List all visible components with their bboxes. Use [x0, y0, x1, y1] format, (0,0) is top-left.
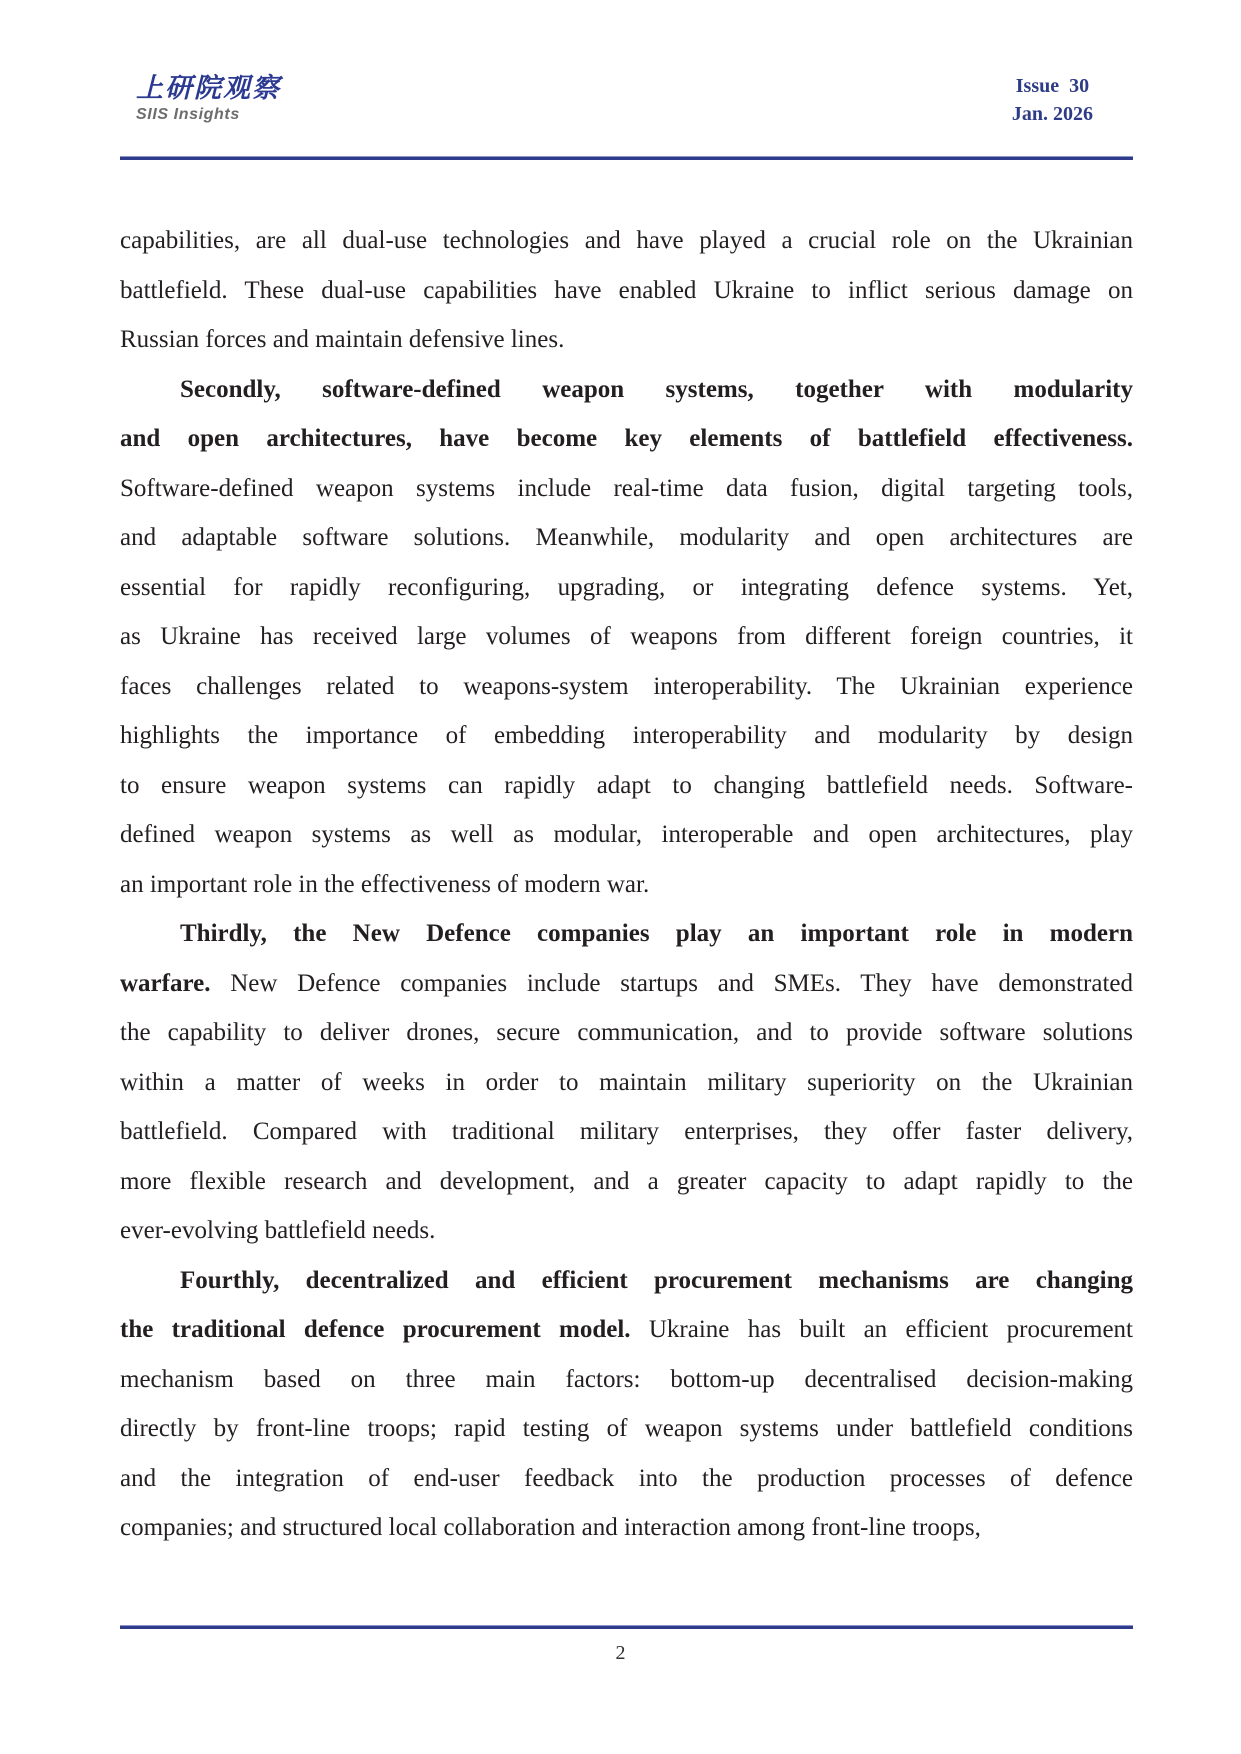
line-text: battlefield. Compared with traditional military enterprises, they offer faster delivery,: [120, 1118, 1133, 1145]
article-body: [120, 216, 1133, 1553]
text-line: [120, 414, 1133, 464]
text-line: [120, 513, 1133, 563]
line-text: an important role in the effectiveness of modern war.: [120, 870, 650, 898]
line-text: more flexible research and development, and a greater capacity to adapt rapidly to the: [120, 1167, 1133, 1195]
text-line: [120, 959, 1133, 1009]
text-line: [120, 711, 1133, 761]
line-text: ever-evolving battlefield needs.: [120, 1217, 436, 1244]
text-line: [120, 1008, 1133, 1058]
logo-chinese-title: 上研院观察: [136, 73, 281, 104]
header-divider: [120, 156, 1133, 160]
bold-lead-sentence: Secondly, software-defined weapon systems, together with modularity: [180, 375, 1133, 403]
text-line: [120, 315, 1133, 365]
text-line: [120, 1206, 1133, 1256]
text-line: [120, 1355, 1133, 1405]
line-text: essential for rapidly reconfiguring, upgrading, or integrating defence systems. Yet,: [120, 573, 1133, 601]
footer-divider: [120, 1625, 1133, 1629]
issue-date: Jan. 2026: [1011, 103, 1093, 125]
line-text: battlefield. These dual-use capabilities have enabled Ukraine to inflict serious damage on: [120, 276, 1133, 304]
line-text: Russian forces and maintain defensive lines.: [120, 326, 565, 353]
page-number: 2: [615, 1642, 626, 1664]
text-line: [120, 1305, 1133, 1355]
line-text: companies; and structured local collaboration and interaction among front-line troops,: [120, 1514, 981, 1541]
text-line: [120, 662, 1133, 712]
bold-lead-sentence: the traditional defence procurement model.: [120, 1316, 631, 1343]
text-line: [120, 1454, 1133, 1504]
line-text: and the integration of end-user feedback into the production processes of defence: [120, 1464, 1133, 1492]
line-text: within a matter of weeks in order to maintain military superiority on the Ukrainian: [120, 1068, 1133, 1096]
line-text: and adaptable software solutions. Meanwhile, modularity and open architectures are: [120, 524, 1133, 551]
line-text: directly by front-line troops; rapid testing of weapon systems under battlefield conditions: [120, 1415, 1133, 1442]
bold-lead-sentence: warfare.: [120, 969, 211, 997]
text-line: [120, 464, 1133, 514]
line-text: Software-defined weapon systems include real-time data fusion, digital targeting tools,: [120, 474, 1133, 502]
line-text: as Ukraine has received large volumes of weapons from different foreign countries, it: [120, 623, 1133, 650]
line-text: capabilities, are all dual-use technologies and have played a crucial role on the Ukrainian: [120, 227, 1133, 254]
bold-lead-sentence: Thirdly, the New Defence companies play an important role in modern: [180, 920, 1133, 947]
siis-logo: [136, 74, 281, 124]
line-text: Ukraine has built an efficient procurement: [630, 1316, 1133, 1343]
text-line: [120, 612, 1133, 662]
paragraph: [120, 216, 1133, 365]
issue-number: Issue 30: [1015, 75, 1090, 97]
line-text: New Defence companies include startups and SMEs. They have demonstrated: [210, 969, 1133, 997]
text-line: [120, 909, 1133, 959]
paragraph: [120, 1256, 1133, 1553]
issue-info: [1012, 72, 1093, 128]
text-line: [120, 563, 1133, 613]
text-line: [120, 860, 1133, 910]
line-text: the capability to deliver drones, secure communication, and to provide software solutions: [120, 1019, 1133, 1046]
line-text: to ensure weapon systems can rapidly adapt to changing battlefield needs. Software-: [120, 771, 1133, 799]
text-line: [120, 1503, 1133, 1553]
line-text: faces challenges related to weapons-system interoperability. The Ukrainian experience: [120, 672, 1133, 700]
text-line: [120, 810, 1133, 860]
text-line: [120, 1107, 1133, 1157]
bold-lead-sentence: Fourthly, decentralized and efficient procurement mechanisms are changing: [180, 1266, 1133, 1294]
text-line: [120, 216, 1133, 266]
bold-lead-sentence: and open architectures, have become key elements of battlefield effectiveness.: [120, 425, 1133, 452]
text-line: [120, 266, 1133, 316]
text-line: [120, 365, 1133, 415]
paragraph: [120, 909, 1133, 1256]
text-line: [120, 1157, 1133, 1207]
text-line: [120, 1256, 1133, 1306]
logo-english-title: SIIS Insights: [136, 106, 240, 123]
text-line: [120, 1404, 1133, 1454]
line-text: defined weapon systems as well as modular, interoperable and open architectures, play: [120, 821, 1133, 848]
text-line: [120, 761, 1133, 811]
text-line: [120, 1058, 1133, 1108]
paragraph: [120, 365, 1133, 910]
line-text: highlights the importance of embedding interoperability and modularity by design: [120, 722, 1133, 749]
line-text: mechanism based on three main factors: bottom-up decentralised decision-making: [120, 1365, 1133, 1393]
